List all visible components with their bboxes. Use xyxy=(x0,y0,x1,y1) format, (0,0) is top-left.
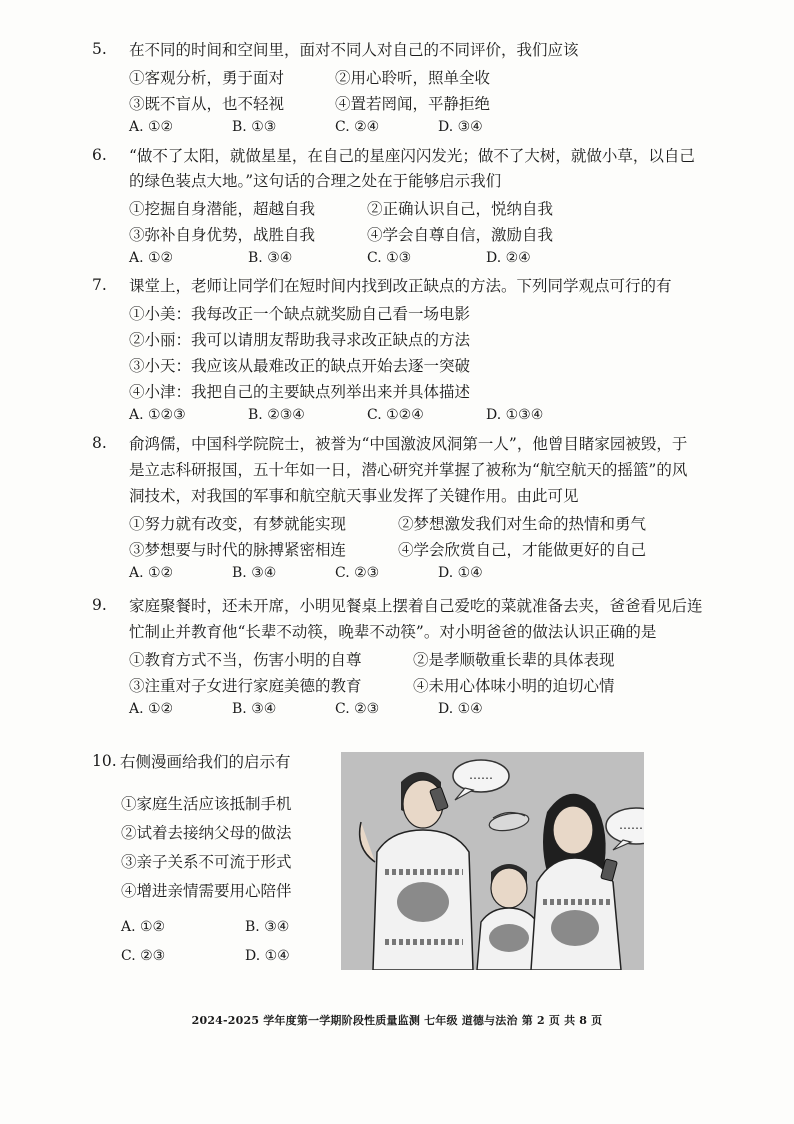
choice-d[interactable]: D. ①③④ xyxy=(486,407,544,423)
option-4: ④未用心体味小明的迫切心情 xyxy=(413,677,615,695)
option-4: ④增进亲情需要用心陪伴 xyxy=(121,882,292,900)
choice-b[interactable]: B. ①③ xyxy=(232,119,277,135)
question-number: 10. xyxy=(92,752,117,770)
question-stem-line-2: 忙制止并教育他“长辈不动筷，晚辈不动筷”。对小明爸爸的做法认识正确的是 xyxy=(129,623,657,641)
choice-d[interactable]: D. ②④ xyxy=(486,250,531,266)
question-number: 6. xyxy=(92,146,107,164)
choice-d[interactable]: D. ①④ xyxy=(438,565,483,581)
option-2: ②正确认识自己，悦纳自我 xyxy=(367,200,554,218)
option-2: ②是孝顺敬重长辈的具体表现 xyxy=(413,651,615,669)
question-number: 8. xyxy=(92,434,107,452)
question-stem-line-2: 的绿色装点大地。”这句话的合理之处在于能够启示我们 xyxy=(129,172,502,190)
svg-text:……: …… xyxy=(619,818,643,832)
option-1: ①努力就有改变，有梦就能实现 xyxy=(129,515,347,533)
choice-c[interactable]: C. ②③ xyxy=(335,701,380,717)
question-number: 9. xyxy=(92,596,107,614)
choice-d[interactable]: D. ③④ xyxy=(438,119,483,135)
question-stem: 课堂上，老师让同学们在短时间内找到改正缺点的方法。下列同学观点可行的有 xyxy=(129,277,672,295)
choice-c[interactable]: C. ②④ xyxy=(335,119,380,135)
option-3: ③亲子关系不可流于形式 xyxy=(121,853,292,871)
option-3: ③弥补自身优势，战胜自我 xyxy=(129,226,316,244)
question-stem-line-2: 是立志科研报国，五十年如一日，潜心研究并掌握了被称为“航空航天的摇篮”的风 xyxy=(129,461,688,479)
choice-b[interactable]: B. ③④ xyxy=(245,919,290,935)
choice-a[interactable]: A. ①②③ xyxy=(129,407,186,423)
question-number: 7. xyxy=(92,276,107,294)
option-1: ①家庭生活应该抵制手机 xyxy=(121,795,292,813)
choice-a[interactable]: A. ①② xyxy=(129,701,174,717)
choice-c[interactable]: C. ②③ xyxy=(335,565,380,581)
option-2: ②小丽：我可以请朋友帮助我寻求改正缺点的方法 xyxy=(129,331,471,349)
option-4: ④置若罔闻，平静拒绝 xyxy=(335,95,491,113)
question-stem-line-1: 家庭聚餐时，还未开席，小明见餐桌上摆着自己爱吃的菜就准备去夹，爸爸看见后连 xyxy=(129,597,703,615)
choice-d[interactable]: D. ①④ xyxy=(438,701,483,717)
choice-a[interactable]: A. ①② xyxy=(121,919,166,935)
question-stem-line-1: 俞鸿儒，中国科学院院士，被誉为“中国激波风洞第一人”，他曾目睹家园被毁，于 xyxy=(129,435,688,453)
option-1: ①小美：我每改正一个缺点就奖励自己看一场电影 xyxy=(129,305,471,323)
choice-c[interactable]: C. ①③ xyxy=(367,250,412,266)
choice-d[interactable]: D. ①④ xyxy=(245,948,290,964)
choice-a[interactable]: A. ①② xyxy=(129,119,174,135)
option-4: ④学会自尊自信，激励自我 xyxy=(367,226,554,244)
option-4: ④学会欣赏自己，才能做更好的自己 xyxy=(398,541,647,559)
question-stem-line-3: 洞技术，对我国的军事和航空航天事业发挥了关键作用。由此可见 xyxy=(129,487,579,505)
choice-c[interactable]: C. ①②④ xyxy=(367,407,424,423)
choice-a[interactable]: A. ①② xyxy=(129,250,174,266)
option-1: ①挖掘自身潜能，超越自我 xyxy=(129,200,316,218)
question-stem: 在不同的时间和空间里，面对不同人对自己的不同评价，我们应该 xyxy=(129,41,579,59)
option-3: ③小天：我应该从最难改正的缺点开始去逐一突破 xyxy=(129,357,471,375)
option-2: ②试着去接纳父母的做法 xyxy=(121,824,292,842)
question-stem: 右侧漫画给我们的启示有 xyxy=(120,753,291,771)
option-2: ②用心聆听，照单全收 xyxy=(335,69,491,87)
cartoon-illustration xyxy=(341,752,644,970)
option-1: ①教育方式不当，伤害小明的自尊 xyxy=(129,651,362,669)
option-3: ③注重对子女进行家庭美德的教育 xyxy=(129,677,362,695)
family-phone-cartoon xyxy=(341,752,644,970)
option-3: ③既不盲从，也不轻视 xyxy=(129,95,285,113)
option-4: ④小津：我把自己的主要缺点列举出来并具体描述 xyxy=(129,383,471,401)
choice-b[interactable]: B. ③④ xyxy=(232,701,277,717)
choice-b[interactable]: B. ②③④ xyxy=(248,407,305,423)
choice-c[interactable]: C. ②③ xyxy=(121,948,166,964)
page-footer: 2024-2025 学年度第一学期阶段性质量监测 七年级 道德与法治 第 2 页 共 8 页 xyxy=(191,1014,603,1027)
option-2: ②梦想激发我们对生命的热情和勇气 xyxy=(398,515,647,533)
choice-b[interactable]: B. ③④ xyxy=(232,565,277,581)
svg-text:……: …… xyxy=(469,768,493,782)
question-stem-line-1: “做不了太阳，就做星星，在自己的星座闪闪发光；做不了大树，就做小草，以自己 xyxy=(129,147,695,165)
option-1: ①客观分析，勇于面对 xyxy=(129,69,285,87)
choice-b[interactable]: B. ③④ xyxy=(248,250,293,266)
choice-a[interactable]: A. ①② xyxy=(129,565,174,581)
option-3: ③梦想要与时代的脉搏紧密相连 xyxy=(129,541,347,559)
question-number: 5. xyxy=(92,40,107,58)
